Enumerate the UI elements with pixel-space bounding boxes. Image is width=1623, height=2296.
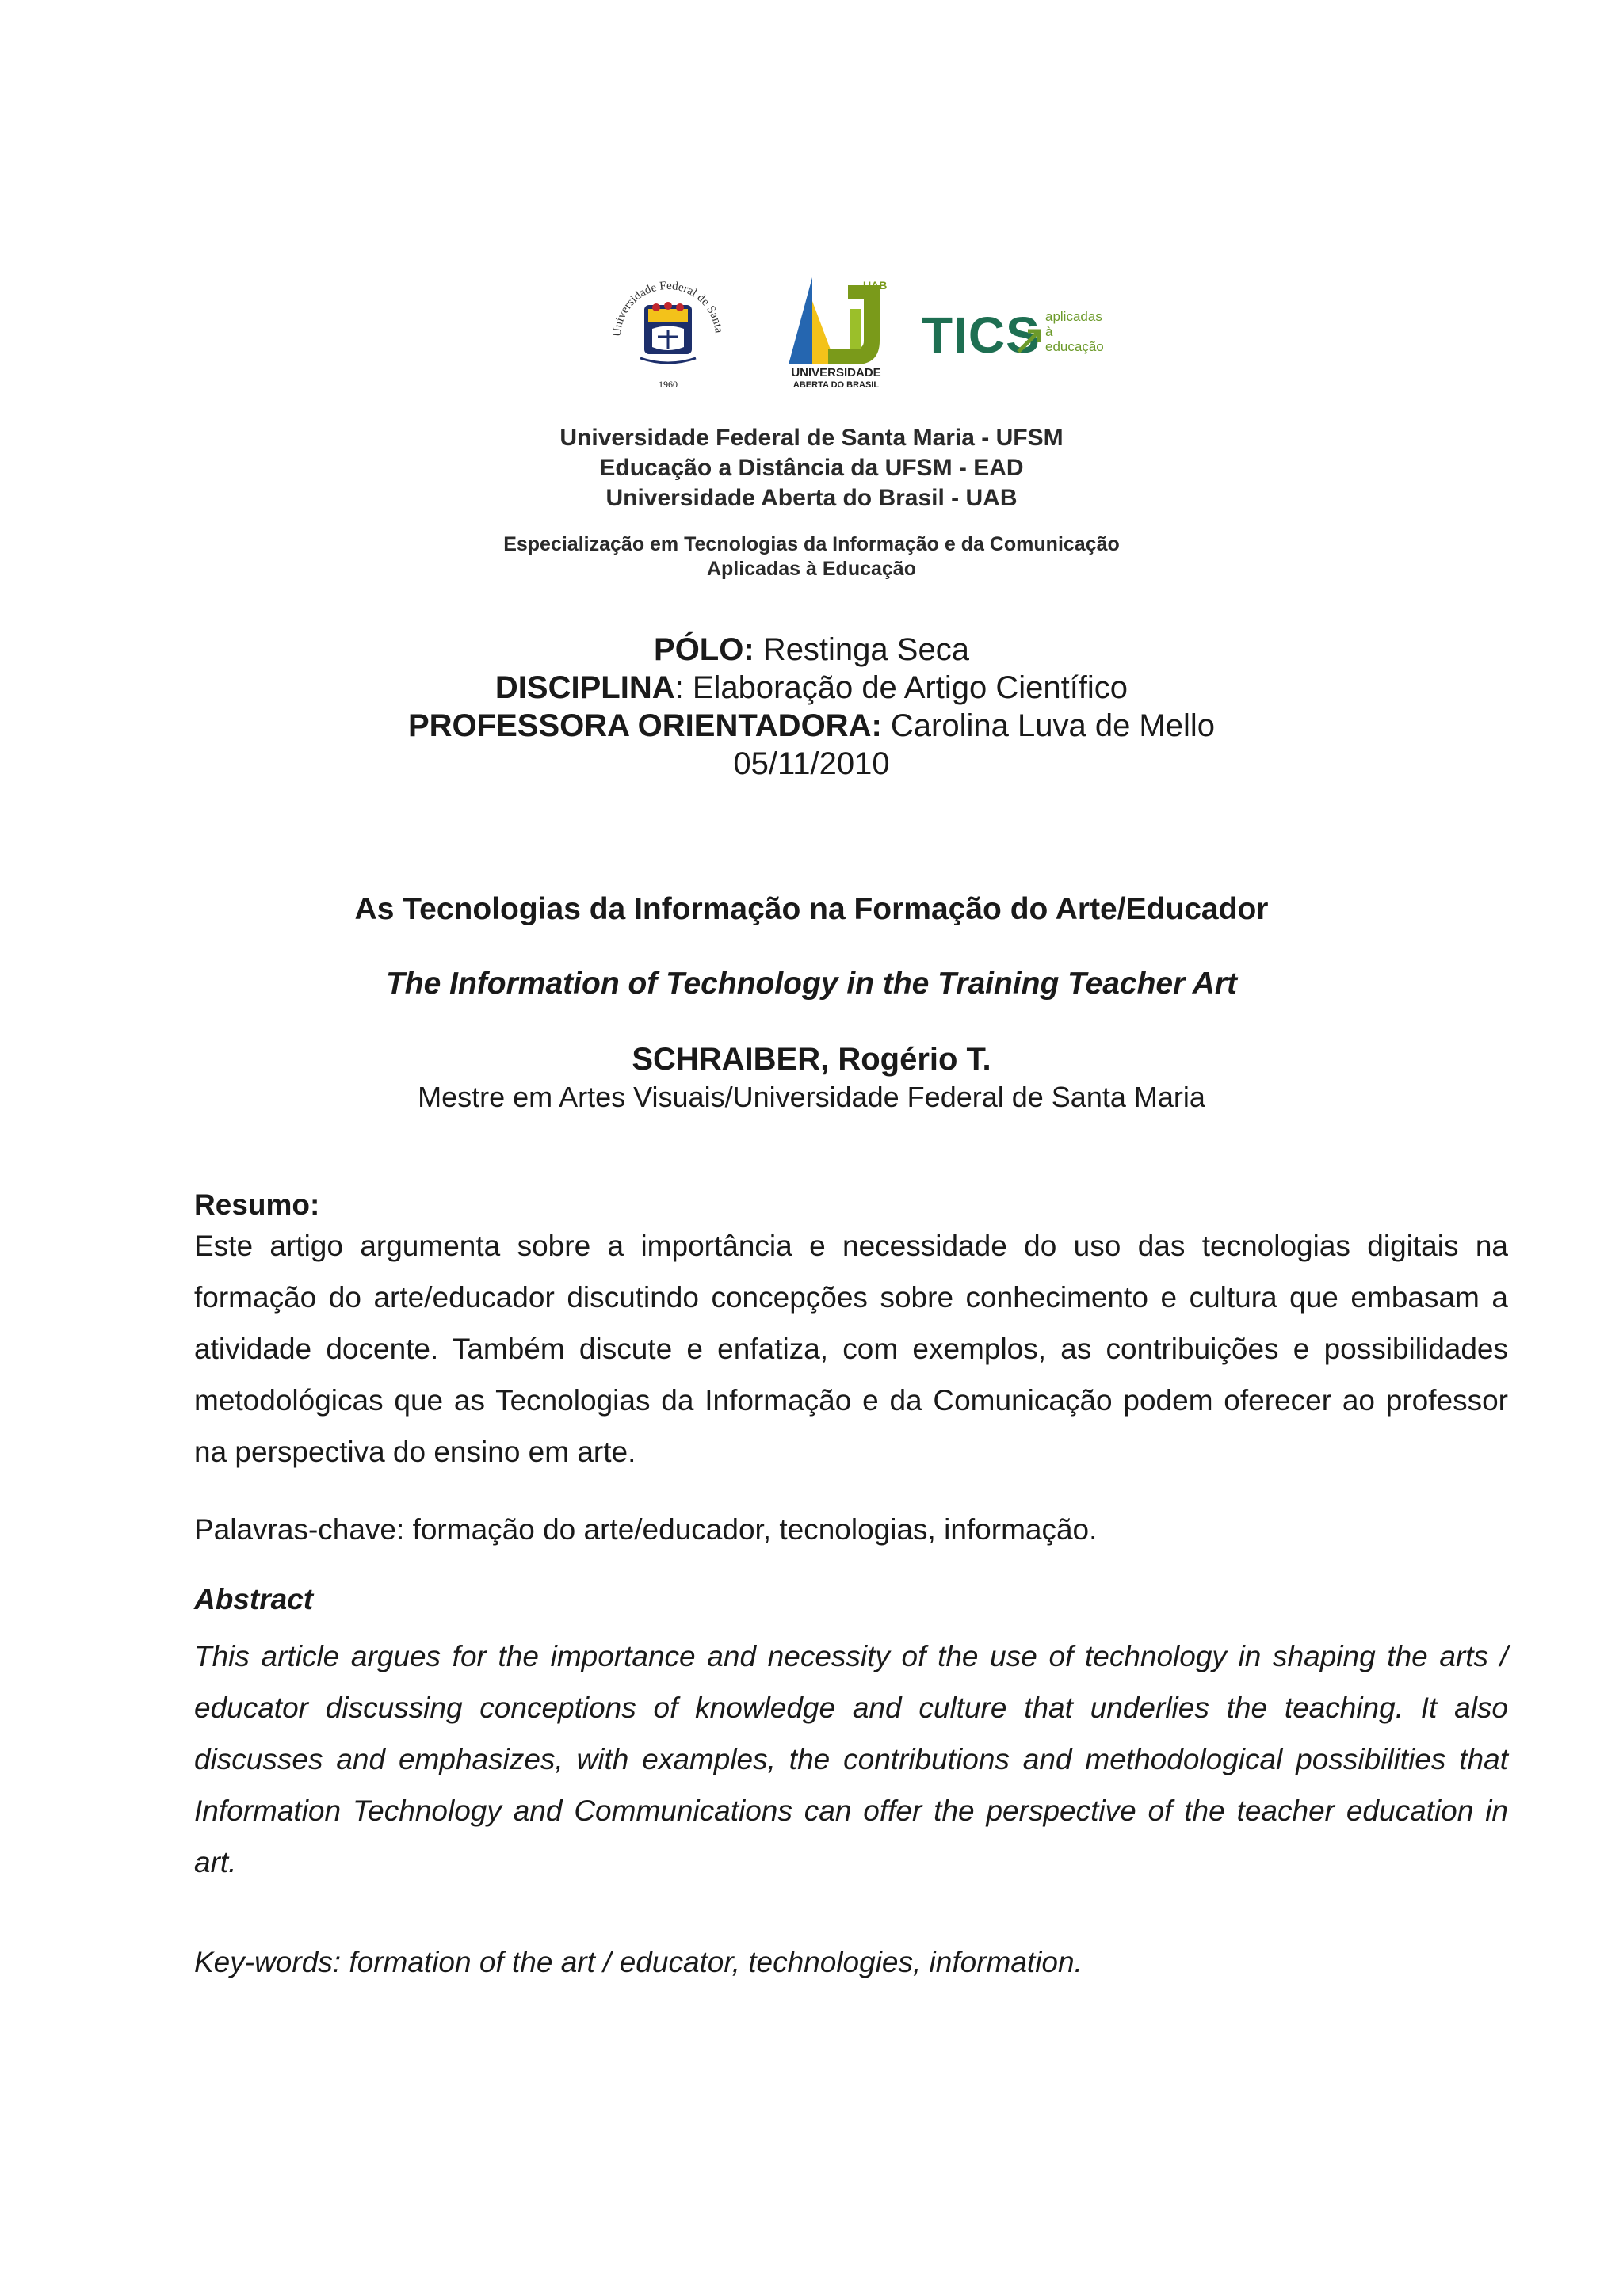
article-title-pt: As Tecnologias da Informação na Formação do Arte/Educador bbox=[354, 892, 1269, 926]
polo-label: PÓLO: bbox=[654, 632, 754, 667]
institution-line: Universidade Federal de Santa Maria - UFSM bbox=[559, 425, 1064, 451]
tics-arrow-icon bbox=[1015, 325, 1047, 357]
ufsm-seal-logo bbox=[601, 261, 735, 396]
professora-line bbox=[0, 707, 1623, 745]
tics-logo-text: TICS bbox=[922, 307, 1041, 364]
keywords-en: Key-words: formation of the art / educator, technologies, information. bbox=[194, 1946, 1083, 1978]
institution-line: Universidade Aberta do Brasil - UAB bbox=[605, 485, 1018, 511]
resumo-heading: Resumo: bbox=[194, 1188, 320, 1221]
logo-row bbox=[0, 261, 1623, 396]
institution-line: Educação a Distância da UFSM - EAD bbox=[599, 455, 1024, 481]
professora-label: PROFESSORA ORIENTADORA: bbox=[407, 708, 882, 743]
uab-caption-line1: UNIVERSIDADE bbox=[791, 366, 881, 379]
tics-logo bbox=[922, 301, 1112, 372]
resumo-text: Este artigo argumenta sobre a importância e necessidade do uso das tecnologias digitais na formação do arte/educador discutindo concepções sobre conhecimento e cultura que embasam a atividade docente. Também discute e enfatiza, com exemplos, as contribuições e possibilidades metodológicas que as Tecnologias da Informação e da Comunicação podem oferecer ao professor na perspectiva do ensino em arte. bbox=[194, 1230, 1508, 1468]
disciplina-line bbox=[0, 669, 1623, 707]
specialization-line: Especialização em Tecnologias da Informação e da Comunicação bbox=[503, 533, 1120, 555]
abstract-heading: Abstract bbox=[194, 1583, 314, 1615]
author-name: SCHRAIBER, Rogério T. bbox=[632, 1042, 991, 1077]
tics-tagline-line1: aplicadas bbox=[1045, 309, 1102, 324]
polo-value: Restinga Seca bbox=[754, 632, 969, 667]
abstract-text: This article argues for the importance and necessity of the use of technology in shaping the arts / educator discussing conceptions of knowledge and culture that underlies the teaching. It also discusses and emphasizes, with examples, the contributions and methodological possibilities that Information Technology and Communications can offer the perspective of the teacher education in art. bbox=[194, 1640, 1508, 1878]
author-affiliation: Mestre em Artes Visuais/Universidade Federal de Santa Maria bbox=[418, 1081, 1205, 1113]
polo-line bbox=[0, 631, 1623, 669]
keywords-pt: Palavras-chave: formação do arte/educador, tecnologias, informação. bbox=[194, 1513, 1098, 1546]
disciplina-label: DISCIPLINA bbox=[495, 670, 675, 705]
uab-top-label: UAB bbox=[863, 279, 888, 292]
specialization-line: Aplicadas à Educação bbox=[706, 558, 916, 580]
article-title-en: The Information of Technology in the Training Teacher Art bbox=[385, 967, 1237, 1001]
professora-value: Carolina Luva de Mello bbox=[881, 708, 1216, 743]
date-line: 05/11/2010 bbox=[733, 746, 890, 781]
tics-tagline-line2: à bbox=[1045, 324, 1053, 339]
specialization-block bbox=[0, 532, 1623, 582]
disciplina-value: : Elaboração de Artigo Científico bbox=[674, 670, 1128, 705]
ufsm-seal-year: 1960 bbox=[659, 379, 678, 390]
ufsm-seal-icon bbox=[601, 261, 735, 380]
course-meta-block bbox=[0, 631, 1623, 783]
tics-tagline bbox=[1045, 309, 1104, 354]
tics-tagline-line3: educação bbox=[1045, 339, 1104, 354]
institution-block bbox=[0, 423, 1623, 513]
uab-logo bbox=[781, 277, 892, 396]
ufsm-seal-text: Universidade Federal de Santa bbox=[610, 279, 725, 338]
uab-caption-line2: ABERTA DO BRASIL bbox=[792, 380, 880, 390]
